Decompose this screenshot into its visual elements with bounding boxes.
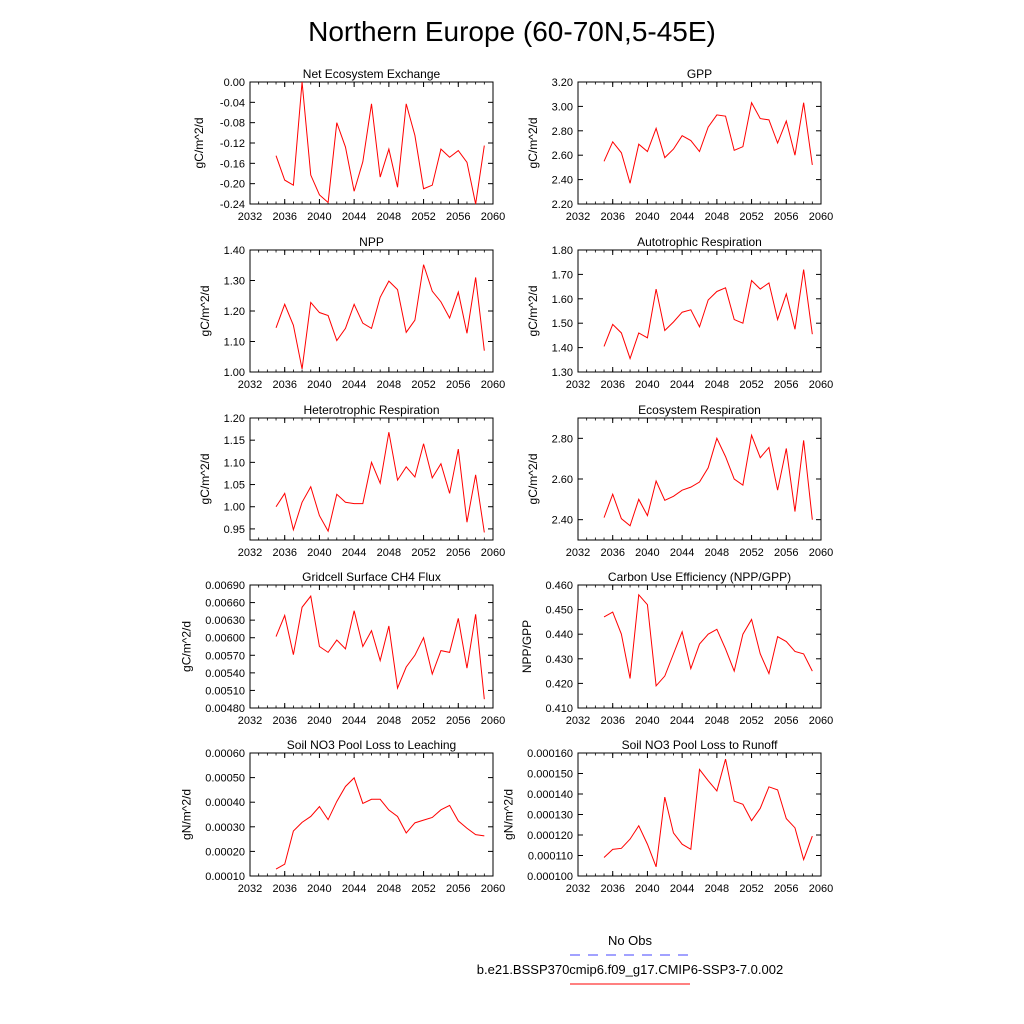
legend-model-label: b.e21.BSSP370cmip6.f09_g17.CMIP6-SSP3-7.0.002 xyxy=(476,962,784,977)
y-tick-label: 0.95 xyxy=(223,523,245,536)
x-tick-label: 2040 xyxy=(635,883,660,895)
legend xyxy=(477,933,783,984)
y-tick-label: 0.00030 xyxy=(205,821,245,834)
x-tick-label: 2032 xyxy=(565,883,591,895)
x-tick-label: 2060 xyxy=(480,547,506,559)
x-tick-label: 2036 xyxy=(600,547,625,559)
y-tick-label: 0.000110 xyxy=(527,850,573,863)
series-line xyxy=(604,270,812,359)
x-tick-label: 2048 xyxy=(376,715,402,727)
x-tick-label: 2060 xyxy=(808,883,834,895)
y-tick-label: 0.450 xyxy=(545,604,573,617)
x-tick-label: 2048 xyxy=(704,883,730,895)
x-tick-label: 2044 xyxy=(669,379,695,391)
y-tick-label: 1.30 xyxy=(223,275,245,288)
y-axis-label: gN/m^2/d xyxy=(179,789,194,840)
x-tick-label: 2032 xyxy=(237,211,263,223)
y-tick-label: 0.000150 xyxy=(527,768,573,781)
y-tick-label: 1.10 xyxy=(223,336,245,349)
y-axis-label: NPP/GPP xyxy=(520,619,534,674)
y-axis-label: gC/m^2/d xyxy=(526,453,541,505)
panel-4 xyxy=(526,235,833,391)
x-tick-label: 2056 xyxy=(774,379,799,391)
x-tick-label: 2032 xyxy=(565,379,591,391)
x-tick-label: 2052 xyxy=(739,883,764,895)
plot-frame xyxy=(578,585,821,708)
y-tick-label: -0.16 xyxy=(219,158,245,171)
x-tick-label: 2056 xyxy=(446,379,471,391)
plot-frame xyxy=(578,82,821,204)
y-tick-label: 0.000130 xyxy=(527,809,573,822)
plot-frame xyxy=(250,418,493,540)
x-tick-label: 2032 xyxy=(237,547,263,559)
x-tick-label: 2048 xyxy=(704,715,730,727)
series-line xyxy=(604,103,812,184)
x-tick-label: 2052 xyxy=(411,547,436,559)
y-tick-label: 0.000100 xyxy=(527,871,573,883)
x-tick-label: 2056 xyxy=(446,715,471,727)
x-tick-label: 2040 xyxy=(635,211,660,223)
y-tick-label: 0.00060 xyxy=(205,748,245,760)
x-tick-label: 2052 xyxy=(411,379,436,391)
y-tick-label: 1.40 xyxy=(551,342,573,355)
y-tick-label: 3.00 xyxy=(551,101,573,114)
x-tick-label: 2060 xyxy=(808,211,834,223)
x-tick-label: 2040 xyxy=(635,379,660,391)
y-tick-label: 2.20 xyxy=(551,199,573,211)
panel-title: Heterotrophic Respiration xyxy=(303,403,440,417)
y-tick-label: 1.05 xyxy=(223,479,245,492)
x-tick-label: 2048 xyxy=(376,883,402,895)
x-tick-label: 2044 xyxy=(669,715,695,727)
x-tick-label: 2060 xyxy=(480,211,506,223)
panel-title: Soil NO3 Pool Loss to Runoff xyxy=(621,738,778,752)
plot-frame xyxy=(250,585,493,708)
x-tick-label: 2036 xyxy=(272,547,297,559)
x-tick-label: 2052 xyxy=(739,715,764,727)
y-tick-label: 1.40 xyxy=(223,245,245,257)
y-tick-label: 0.430 xyxy=(545,653,573,666)
x-tick-label: 2040 xyxy=(307,547,332,559)
x-tick-label: 2044 xyxy=(669,211,695,223)
y-tick-label: 1.00 xyxy=(223,367,245,379)
x-tick-label: 2048 xyxy=(376,547,402,559)
x-tick-label: 2048 xyxy=(376,211,402,223)
y-axis-label: gC/m^2/d xyxy=(198,285,213,337)
y-tick-label: 1.10 xyxy=(223,457,245,470)
panel-10 xyxy=(501,738,833,895)
panel-title: Net Ecosystem Exchange xyxy=(302,67,441,81)
series-line xyxy=(276,82,484,204)
y-tick-label: 1.15 xyxy=(223,435,245,448)
x-tick-label: 2036 xyxy=(600,883,625,895)
x-tick-label: 2052 xyxy=(739,211,764,223)
y-tick-label: 0.00660 xyxy=(205,597,245,610)
x-tick-label: 2036 xyxy=(600,715,625,727)
x-tick-label: 2036 xyxy=(600,379,625,391)
panel-2 xyxy=(526,67,833,223)
y-tick-label: 2.80 xyxy=(551,433,573,446)
plot-frame xyxy=(250,82,493,204)
y-tick-label: 0.00020 xyxy=(205,846,245,859)
legend-obs-label: No Obs xyxy=(607,933,653,948)
panel-8 xyxy=(520,570,833,727)
x-tick-label: 2052 xyxy=(411,883,436,895)
x-tick-label: 2060 xyxy=(808,379,834,391)
x-tick-label: 2060 xyxy=(808,547,834,559)
x-tick-label: 2056 xyxy=(446,547,471,559)
y-tick-label: 0.000140 xyxy=(527,789,573,801)
y-tick-label: 1.70 xyxy=(551,269,573,282)
y-tick-label: 1.20 xyxy=(223,413,245,425)
x-tick-label: 2048 xyxy=(704,547,730,559)
y-tick-label: -0.24 xyxy=(219,199,245,211)
y-tick-label: 0.00690 xyxy=(205,580,245,592)
y-tick-label: 0.000120 xyxy=(527,830,573,842)
y-tick-label: -0.08 xyxy=(219,117,245,130)
panel-3 xyxy=(198,235,505,391)
y-tick-label: 2.80 xyxy=(551,125,573,138)
x-tick-label: 2040 xyxy=(307,715,332,727)
x-tick-label: 2044 xyxy=(341,715,367,727)
y-axis-label: gC/m^2/d xyxy=(526,117,541,169)
x-tick-label: 2036 xyxy=(272,379,297,391)
x-tick-label: 2040 xyxy=(307,211,332,223)
series-line xyxy=(604,595,812,686)
y-tick-label: 0.00480 xyxy=(205,703,245,715)
panel-9 xyxy=(180,738,506,895)
y-axis-label: gC/m^2/d xyxy=(198,453,213,505)
x-tick-label: 2056 xyxy=(446,211,471,223)
x-tick-label: 2060 xyxy=(808,715,834,727)
y-tick-label: -0.12 xyxy=(219,138,245,150)
panel-7 xyxy=(180,570,506,727)
x-tick-label: 2040 xyxy=(635,715,660,727)
x-tick-label: 2032 xyxy=(237,883,263,895)
x-tick-label: 2060 xyxy=(480,379,506,391)
x-tick-label: 2032 xyxy=(565,715,591,727)
y-tick-label: -0.04 xyxy=(219,97,245,110)
x-tick-label: 2036 xyxy=(272,715,297,727)
y-tick-label: 0.420 xyxy=(545,678,573,691)
y-axis-label: gC/m^2/d xyxy=(179,621,194,672)
x-tick-label: 2052 xyxy=(739,379,764,391)
x-tick-label: 2044 xyxy=(341,883,367,895)
y-tick-label: 0.00600 xyxy=(205,632,245,645)
y-tick-label: 0.00010 xyxy=(205,871,245,883)
series-line xyxy=(276,265,484,369)
y-tick-label: 1.20 xyxy=(223,306,245,318)
figure-title: Northern Europe (60-70N,5-45E) xyxy=(308,16,716,47)
x-tick-label: 2056 xyxy=(774,547,799,559)
x-tick-label: 2052 xyxy=(411,715,436,727)
y-tick-label: 1.50 xyxy=(551,318,573,331)
panel-6 xyxy=(526,403,833,559)
panel-1 xyxy=(192,67,505,223)
y-tick-label: 2.40 xyxy=(551,174,573,187)
y-tick-label: 1.00 xyxy=(223,501,245,514)
x-tick-label: 2044 xyxy=(341,379,367,391)
series-line xyxy=(276,778,484,869)
x-tick-label: 2056 xyxy=(774,883,799,895)
y-tick-label: 2.60 xyxy=(551,150,573,163)
y-axis-label: gN/m^2/d xyxy=(501,789,516,840)
x-tick-label: 2040 xyxy=(635,547,660,559)
y-tick-label: 2.40 xyxy=(551,514,573,527)
panel-5 xyxy=(198,403,505,559)
x-tick-label: 2044 xyxy=(669,883,695,895)
panel-title: Gridcell Surface CH4 Flux xyxy=(302,570,441,584)
x-tick-label: 2052 xyxy=(411,211,436,223)
y-tick-label: 2.60 xyxy=(551,474,573,486)
x-tick-label: 2056 xyxy=(774,715,799,727)
x-tick-label: 2048 xyxy=(704,379,730,391)
x-tick-label: 2056 xyxy=(774,211,799,223)
y-tick-label: 1.60 xyxy=(551,293,573,306)
x-tick-label: 2044 xyxy=(341,547,367,559)
panel-title: Soil NO3 Pool Loss to Leaching xyxy=(286,738,457,752)
plot-frame xyxy=(250,250,493,372)
x-tick-label: 2032 xyxy=(237,715,263,727)
series-line xyxy=(276,432,484,532)
panel-title: Ecosystem Respiration xyxy=(638,403,761,417)
chart-panels xyxy=(180,67,834,895)
y-tick-label: 0.00 xyxy=(223,77,245,89)
x-tick-label: 2036 xyxy=(272,211,297,223)
y-tick-label: 0.440 xyxy=(545,629,573,642)
x-tick-label: 2048 xyxy=(376,379,402,391)
y-tick-label: 0.00040 xyxy=(205,797,245,810)
plot-frame xyxy=(578,250,821,372)
panel-title: Carbon Use Efficiency (NPP/GPP) xyxy=(607,570,792,584)
y-tick-label: 0.00540 xyxy=(205,667,245,680)
y-axis-label: gC/m^2/d xyxy=(192,117,206,169)
series-line xyxy=(604,435,812,525)
panel-title: GPP xyxy=(686,67,713,81)
panel-title: Autotrophic Respiration xyxy=(637,235,762,249)
plot-frame xyxy=(578,418,821,540)
series-line xyxy=(276,596,484,699)
y-tick-label: 0.00050 xyxy=(205,772,245,785)
x-tick-label: 2040 xyxy=(307,379,332,391)
y-tick-label: 0.00630 xyxy=(205,615,245,628)
x-tick-label: 2052 xyxy=(739,547,764,559)
y-tick-label: 3.20 xyxy=(551,77,573,89)
panel-title: NPP xyxy=(359,235,384,249)
y-axis-label: gC/m^2/d xyxy=(526,285,541,337)
y-tick-label: 1.80 xyxy=(551,245,573,257)
x-tick-label: 2060 xyxy=(480,883,506,895)
y-tick-label: 0.410 xyxy=(545,703,573,715)
x-tick-label: 2060 xyxy=(480,715,506,727)
x-tick-label: 2036 xyxy=(272,883,297,895)
series-line xyxy=(604,759,812,867)
x-tick-label: 2032 xyxy=(237,379,263,391)
x-tick-label: 2040 xyxy=(307,883,332,895)
y-tick-label: 0.00510 xyxy=(205,685,245,698)
y-tick-label: -0.20 xyxy=(219,178,245,191)
x-tick-label: 2044 xyxy=(341,211,367,223)
x-tick-label: 2036 xyxy=(600,211,625,223)
x-tick-label: 2032 xyxy=(565,547,591,559)
x-tick-label: 2044 xyxy=(669,547,695,559)
y-tick-label: 0.00570 xyxy=(205,650,245,663)
y-tick-label: 0.460 xyxy=(545,580,573,592)
x-tick-label: 2032 xyxy=(565,211,591,223)
x-tick-label: 2056 xyxy=(446,883,471,895)
y-tick-label: 0.000160 xyxy=(527,748,573,760)
x-tick-label: 2048 xyxy=(704,211,730,223)
y-tick-label: 1.30 xyxy=(551,367,573,379)
